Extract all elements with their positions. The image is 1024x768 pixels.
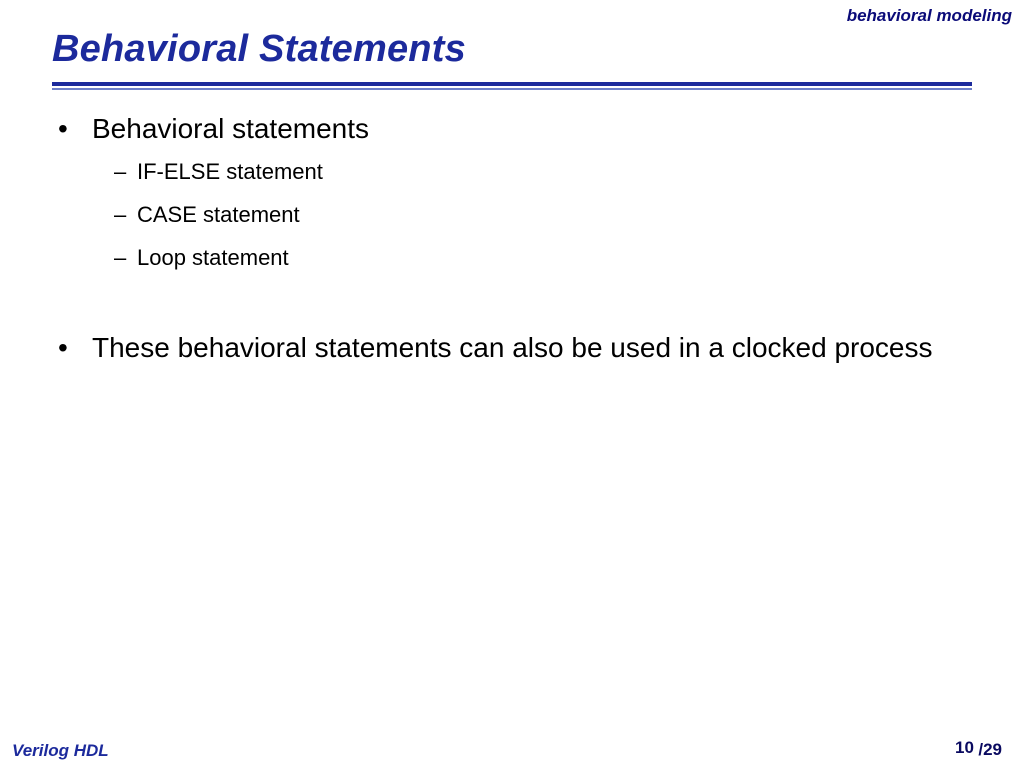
sub-bullet-item	[114, 236, 958, 279]
sub-bullet-item	[114, 150, 958, 193]
dash-icon: –	[114, 202, 127, 227]
sub-bullet-item	[114, 193, 958, 236]
bullet-icon: •	[58, 113, 68, 144]
sub-bullet-text: CASE statement	[137, 202, 300, 227]
sub-bullet-list	[114, 150, 958, 279]
page-total: /29	[978, 740, 1002, 759]
dash-icon: –	[114, 159, 127, 184]
sub-bullet-text: Loop statement	[137, 245, 289, 270]
bullet-text: Behavioral statements	[92, 113, 370, 144]
dash-icon: –	[114, 245, 127, 270]
title-divider	[52, 82, 972, 86]
bullet-item	[58, 108, 958, 150]
spacer	[58, 279, 958, 327]
page-current: 10	[954, 738, 974, 757]
bullet-text: These behavioral statements can also be used in a clocked process	[92, 332, 933, 363]
slide-body	[58, 108, 958, 369]
title-divider-secondary	[52, 88, 972, 90]
slide-title: Behavioral Statements	[52, 28, 466, 70]
bullet-item	[58, 327, 958, 369]
sub-bullet-text: IF-ELSE statement	[137, 159, 323, 184]
slide-topic: behavioral modeling	[846, 6, 1012, 25]
bullet-icon: •	[58, 332, 68, 363]
page-number	[955, 738, 1002, 760]
footer-course-name: Verilog HDL	[12, 741, 109, 760]
